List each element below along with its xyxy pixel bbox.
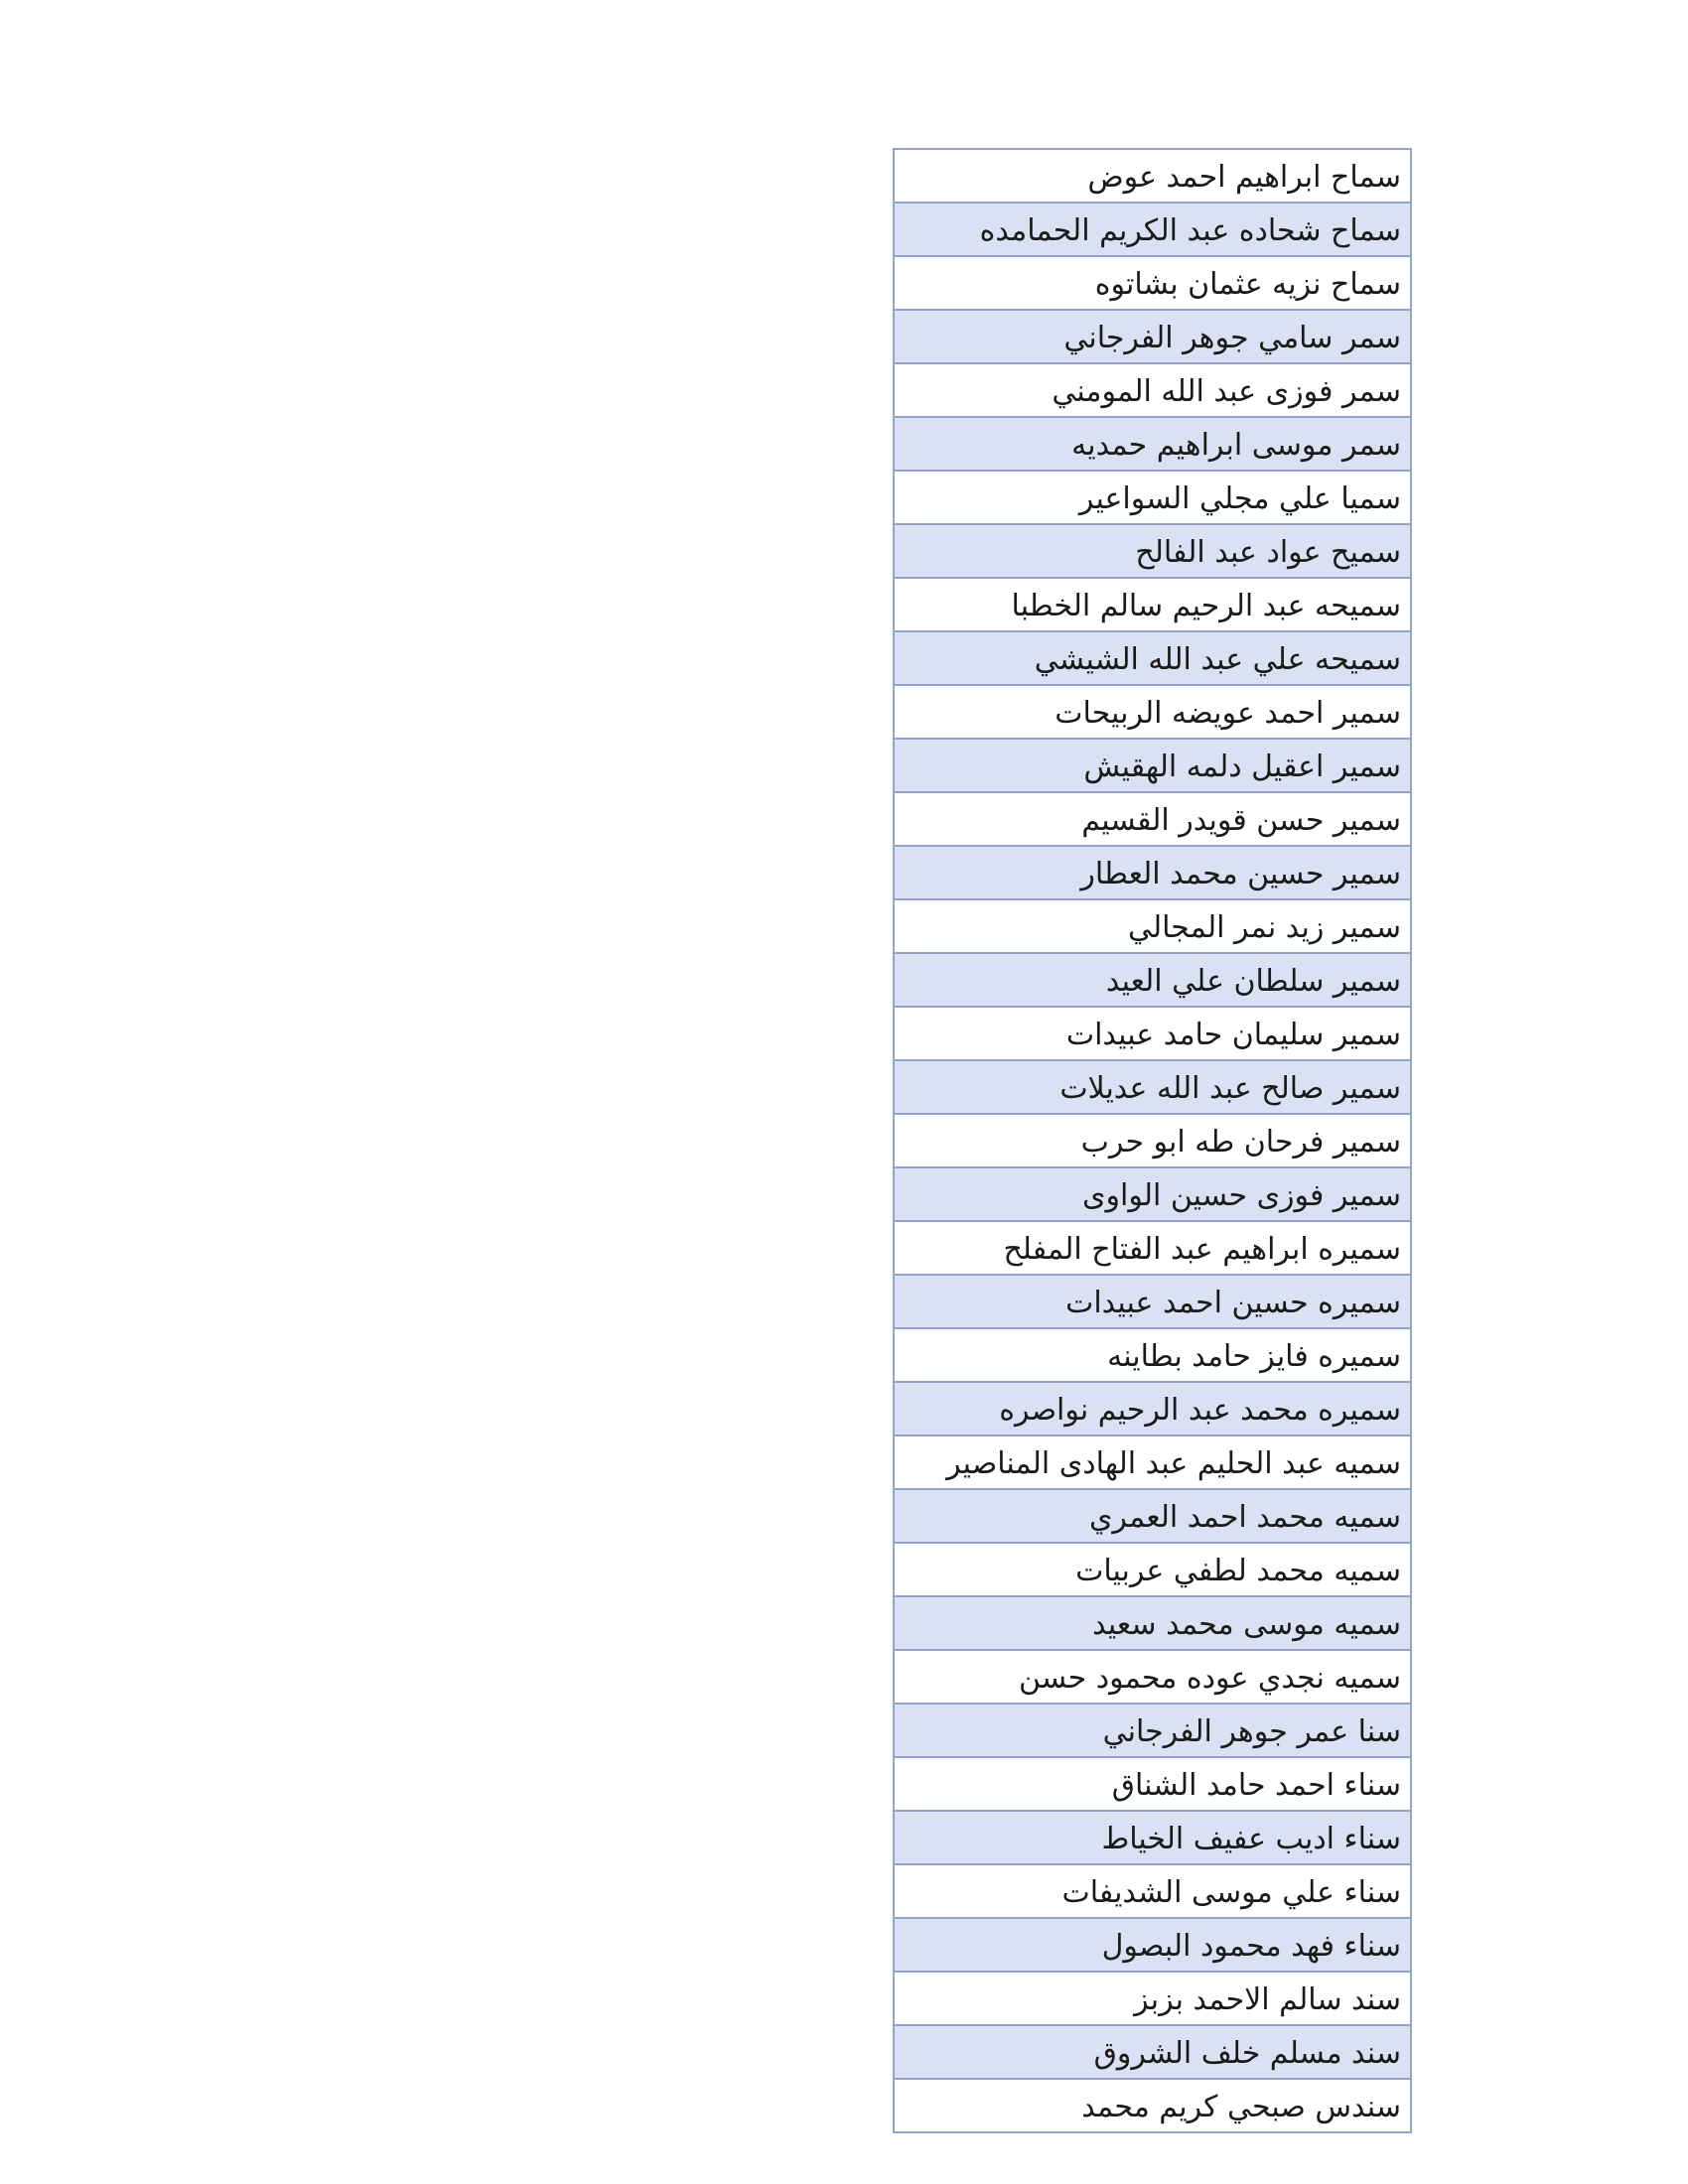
name-cell: سنا عمر جوهر الفرجاني: [894, 1704, 1411, 1757]
table-row: [894, 1543, 1411, 1596]
name-cell: سناء فهد محمود البصول: [894, 1918, 1411, 1972]
name-cell: سناء احمد حامد الشناق: [894, 1757, 1411, 1811]
table-row: [894, 2025, 1411, 2079]
table-row: [894, 685, 1411, 739]
name-cell: سمر موسى ابراهيم حمديه: [894, 417, 1411, 471]
name-cell: سمير حسن قويدر القسيم: [894, 792, 1411, 846]
table-row: [894, 471, 1411, 524]
name-cell: سميره فايز حامد بطاينه: [894, 1328, 1411, 1382]
name-cell: سمير اعقيل دلمه الهقيش: [894, 739, 1411, 792]
table-row: [894, 203, 1411, 256]
name-cell: سندس صبحي كريم محمد: [894, 2079, 1411, 2132]
table-row: [894, 1275, 1411, 1328]
table-row: [894, 1704, 1411, 1757]
table-row: [894, 792, 1411, 846]
table-row: [894, 846, 1411, 899]
table-row: [894, 1435, 1411, 1489]
table-row: [894, 1650, 1411, 1704]
table-row: [894, 363, 1411, 417]
name-cell: سند مسلم خلف الشروق: [894, 2025, 1411, 2079]
name-cell: سمير حسين محمد العطار: [894, 846, 1411, 899]
name-cell: سمير فرحان طه ابو حرب: [894, 1114, 1411, 1167]
table-row: [894, 2079, 1411, 2132]
name-cell: سميه محمد لطفي عربيات: [894, 1543, 1411, 1596]
name-cell: سمير فوزى حسين الواوى: [894, 1167, 1411, 1221]
table-row: [894, 310, 1411, 363]
table-row: [894, 1811, 1411, 1864]
name-cell: سمير صالح عبد الله عديلات: [894, 1060, 1411, 1114]
name-cell: سميا علي مجلي السواعير: [894, 471, 1411, 524]
name-cell: سميحه عبد الرحيم سالم الخطبا: [894, 578, 1411, 631]
name-cell: سماح ابراهيم احمد عوض: [894, 149, 1411, 203]
table-row: [894, 1596, 1411, 1650]
name-cell: سميح عواد عبد الفالح: [894, 524, 1411, 578]
name-cell: سميره ابراهيم عبد الفتاح المفلح: [894, 1221, 1411, 1275]
table-row: [894, 149, 1411, 203]
name-cell: سماح شحاده عبد الكريم الحمامده: [894, 203, 1411, 256]
table-row: [894, 1007, 1411, 1060]
table-row: [894, 1972, 1411, 2025]
name-cell: سناء علي موسى الشديفات: [894, 1864, 1411, 1918]
table-row: [894, 1864, 1411, 1918]
name-cell: سميه عبد الحليم عبد الهادى المناصير: [894, 1435, 1411, 1489]
table-row: [894, 578, 1411, 631]
table-row: [894, 1918, 1411, 1972]
names-table-body: [894, 149, 1411, 2132]
name-cell: سميره محمد عبد الرحيم نواصره: [894, 1382, 1411, 1435]
table-row: [894, 524, 1411, 578]
table-row: [894, 1328, 1411, 1382]
table-row: [894, 256, 1411, 310]
name-cell: سند سالم الاحمد بزبز: [894, 1972, 1411, 2025]
table-row: [894, 1489, 1411, 1543]
table-row: [894, 1757, 1411, 1811]
table-row: [894, 739, 1411, 792]
name-cell: سميه موسى محمد سعيد: [894, 1596, 1411, 1650]
name-cell: سمر فوزى عبد الله المومني: [894, 363, 1411, 417]
name-cell: سمير سليمان حامد عبيدات: [894, 1007, 1411, 1060]
name-cell: سميه محمد احمد العمري: [894, 1489, 1411, 1543]
table-row: [894, 1167, 1411, 1221]
table-row: [894, 899, 1411, 953]
name-cell: سميحه علي عبد الله الشيشي: [894, 631, 1411, 685]
table-row: [894, 1060, 1411, 1114]
name-cell: سماح نزيه عثمان بشاتوه: [894, 256, 1411, 310]
table-row: [894, 417, 1411, 471]
name-cell: سمير سلطان علي العيد: [894, 953, 1411, 1007]
table-row: [894, 953, 1411, 1007]
name-cell: سمير زيد نمر المجالي: [894, 899, 1411, 953]
name-cell: سناء اديب عفيف الخياط: [894, 1811, 1411, 1864]
name-cell: سمير احمد عويضه الربيحات: [894, 685, 1411, 739]
name-cell: سميه نجدي عوده محمود حسن: [894, 1650, 1411, 1704]
name-cell: سميره حسين احمد عبيدات: [894, 1275, 1411, 1328]
name-cell: سمر سامي جوهر الفرجاني: [894, 310, 1411, 363]
table-row: [894, 1382, 1411, 1435]
table-row: [894, 1221, 1411, 1275]
table-row: [894, 1114, 1411, 1167]
names-table: [893, 148, 1412, 2133]
table-row: [894, 631, 1411, 685]
